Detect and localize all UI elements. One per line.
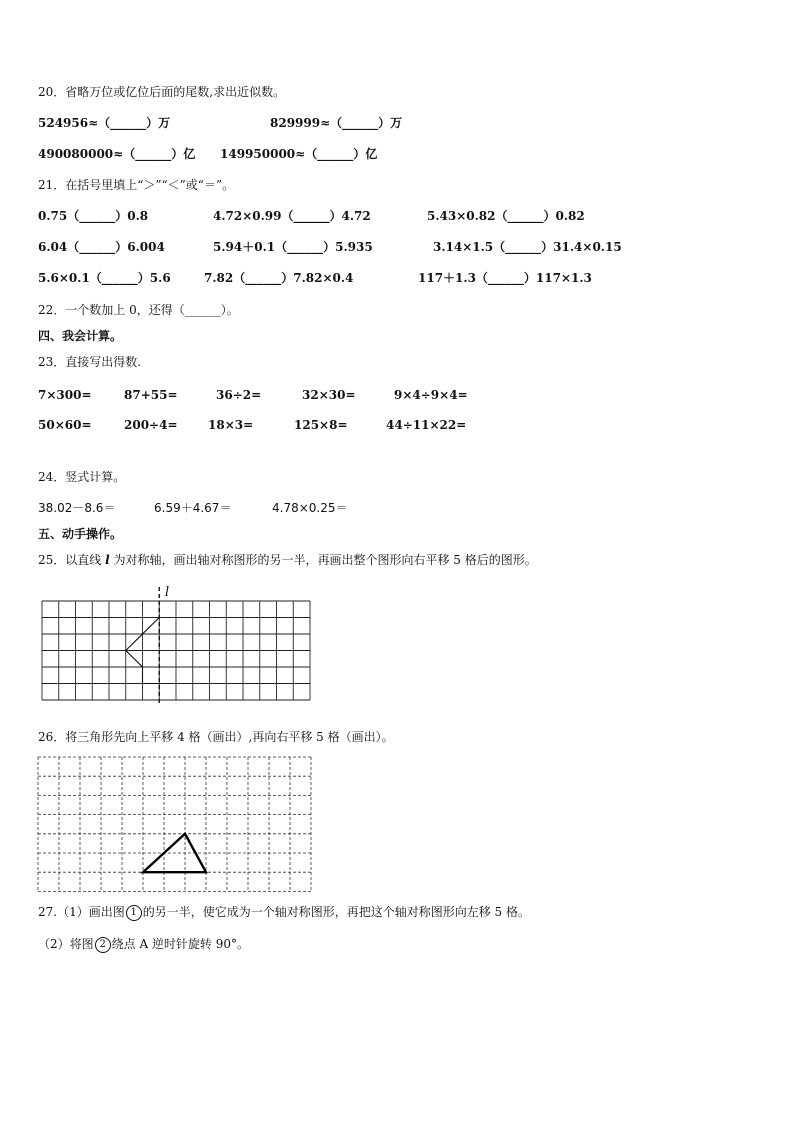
q20-item-3: 490080000≈（______）亿	[38, 147, 196, 161]
q24-title: 24．竖式计算。	[38, 470, 126, 484]
q21-r1c3: 5.43×0.82（______）0.82	[427, 209, 585, 223]
q23-r1c3: 36÷2=	[216, 388, 262, 402]
figure-2-mark: 2	[95, 937, 111, 953]
q21-r2c3: 3.14×1.5（______）31.4×0.15	[433, 240, 622, 254]
q20-item-2: 829999≈（______）万	[270, 116, 403, 130]
q23-r2c2: 200÷4=	[124, 418, 178, 432]
q23-r2c5: 44÷11×22=	[386, 418, 467, 432]
q21-r2c1: 6.04（______）6.004	[38, 240, 165, 254]
q22-title: 22．一个数加上 0，还得（______）。	[38, 303, 239, 317]
q26-title: 26．将三角形先向上平移 4 格（画出）,再向右平移 5 格（画出）。	[38, 730, 394, 744]
q23-r1c5: 9×4÷9×4=	[394, 388, 468, 402]
q27-line2	[38, 936, 249, 953]
q21-r3c1: 5.6×0.1（______）5.6	[38, 271, 171, 285]
q21-r2c2: 5.94＋0.1（______）5.935	[213, 240, 373, 254]
q27-line2-post: 绕点 A 逆时针旋转 90°。	[111, 937, 250, 951]
q23-r1c4: 32×30=	[302, 388, 356, 402]
section4-title: 四、我会计算。	[38, 329, 123, 343]
q21-title: 21．在括号里填上“＞”“＜”或“＝”。	[38, 178, 235, 192]
q21-r3c2: 7.82（______）7.82×0.4	[204, 271, 354, 285]
q23-title: 23．直接写出得数.	[38, 355, 142, 369]
q27-line1	[38, 904, 530, 921]
q23-r2c4: 125×8=	[294, 418, 348, 432]
q23-r2c1: 50×60=	[38, 418, 92, 432]
q20-title: 20．省略万位或亿位后面的尾数,求出近似数。	[38, 85, 286, 99]
q24-item-2: 6.59＋4.67＝	[154, 501, 232, 515]
q27-line2-pre: （2）将图	[38, 937, 94, 951]
q20-item-1: 524956≈（______）万	[38, 116, 171, 130]
q23-r1c1: 7×300=	[38, 388, 92, 402]
q25-title-pre: 25．以直线	[38, 553, 106, 567]
q20-item-4: 149950000≈（______）亿	[220, 147, 378, 161]
q21-r1c2: 4.72×0.99（______）4.72	[213, 209, 371, 223]
q27-line1-post: 的另一半，使它成为一个轴对称图形，再把这个轴对称图形向左移 5 格。	[142, 905, 531, 919]
q21-r3c3: 117＋1.3（______）117×1.3	[418, 271, 592, 285]
q25-title-var: l	[105, 553, 110, 567]
section5-title: 五、动手操作。	[38, 527, 123, 541]
q21-r1c1: 0.75（______）0.8	[38, 209, 149, 223]
q23-r1c2: 87+55=	[124, 388, 178, 402]
q24-item-3: 4.78×0.25＝	[272, 501, 348, 515]
q27-line1-pre: 27.（1）画出图	[38, 905, 125, 919]
q23-r2c3: 18×3=	[208, 418, 254, 432]
q25-axis-label: l	[165, 585, 170, 600]
q25-title-post: 为对称轴，画出轴对称图形的另一半，再画出整个图形向右平移 5 格后的图形。	[109, 553, 537, 567]
q24-item-1: 38.02－8.6＝	[38, 501, 116, 515]
figure-1-mark: 1	[126, 905, 142, 921]
